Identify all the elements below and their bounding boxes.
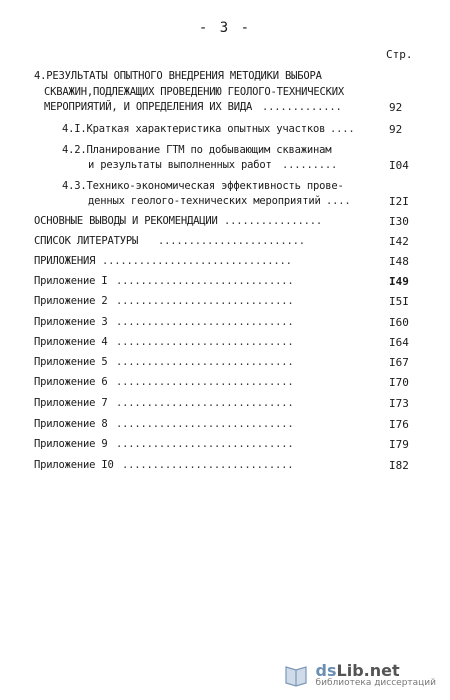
toc-entry-appendix-4: Приложение 4 (34, 336, 108, 348)
toc-leader-dots: ................ (224, 215, 322, 227)
toc-page-number: I70 (389, 376, 409, 389)
book-icon (282, 661, 310, 689)
toc-page-number: I73 (389, 397, 409, 410)
toc-page-number: I04 (389, 159, 409, 172)
toc-page-number: I48 (389, 255, 409, 268)
toc-leader-dots: ............................. (116, 418, 294, 430)
toc-entry-appendices: ПРИЛОЖЕНИЯ (34, 255, 96, 267)
toc-entry-appendix-8: Приложение 8 (34, 418, 108, 430)
toc-entry-4-3-line-2: денных геолого-технических мероприятий (88, 195, 321, 207)
toc-page-number: I42 (389, 235, 409, 248)
page-number: - 3 - (198, 20, 252, 36)
toc-entry-4-2-line-1: 4.2.Планирование ГТМ по добывающим скважинам (62, 144, 332, 156)
toc-entry-4-line-3: МЕРОПРИЯТИЙ, И ОПРЕДЕЛЕНИЯ ИХ ВИДА (44, 101, 253, 113)
watermark-logo: dsLib.net (315, 661, 400, 680)
toc-page-number: I79 (389, 438, 409, 451)
toc-entry-appendix-3: Приложение 3 (34, 316, 108, 328)
watermark (316, 661, 436, 688)
toc-leader-dots: ............................. (116, 336, 294, 348)
toc-page-number: I82 (389, 459, 409, 472)
toc-leader-dots: ............................. (116, 376, 294, 388)
toc-entry-4-3-line-1: 4.3.Технико-экономическая эффективность прове- (62, 180, 344, 192)
toc-entry-conclusions: ОСНОВНЫЕ ВЫВОДЫ И РЕКОМЕНДАЦИИ (34, 215, 218, 227)
toc-entry-appendix-1: Приложение I (34, 275, 108, 287)
watermark-subtitle: библиотека диссертаций (315, 678, 436, 688)
toc-entry-4-2-line-2: и результаты выполненных работ (88, 159, 272, 171)
toc-entry-appendix-7: Приложение 7 (34, 397, 108, 409)
toc-leader-dots: ............................. (116, 316, 294, 328)
toc-page-number: I64 (389, 336, 409, 349)
toc-leader-dots: ............................ (122, 459, 294, 471)
toc-leader-dots: .... (330, 123, 355, 135)
toc-leader-dots: ............................... (102, 255, 292, 267)
toc-entry-literature: СПИСОК ЛИТЕРАТУРЫ (34, 235, 139, 247)
toc-entry-4-line-2: СКВАЖИН,ПОДЛЕЖАЩИХ ПРОВЕДЕНИЮ ГЕОЛОГО-ТЕХНИЧЕСКИХ (44, 86, 344, 98)
toc-entry-4-line-1: 4.РЕЗУЛЬТАТЫ ОПЫТНОГО ВНЕДРЕНИЯ МЕТОДИКИ ВЫБОРА (34, 70, 322, 82)
toc-leader-dots: ............................. (116, 295, 294, 307)
toc-leader-dots: ............. (262, 101, 342, 113)
toc-page-number: I5I (389, 295, 409, 308)
toc-entry-appendix-2: Приложение 2 (34, 295, 108, 307)
toc-page-number: I60 (389, 316, 409, 329)
toc-leader-dots: ........................ (158, 235, 305, 247)
page-column-label: Стр. (386, 48, 413, 61)
toc-leader-dots: ............................. (116, 356, 294, 368)
toc-page-number: I49 (389, 275, 409, 288)
toc-entry-appendix-5: Приложение 5 (34, 356, 108, 368)
toc-entry-appendix-10: Приложение I0 (34, 459, 114, 471)
toc-leader-dots: ............................. (116, 438, 294, 450)
toc-page-number: 92 (389, 123, 403, 136)
toc-leader-dots: ............................. (116, 397, 294, 409)
toc-entry-appendix-9: Приложение 9 (34, 438, 108, 450)
toc-entry-appendix-6: Приложение 6 (34, 376, 108, 388)
toc-page-number: I67 (389, 356, 409, 369)
toc-leader-dots: ............................. (116, 275, 294, 287)
toc-leader-dots: ......... (282, 159, 338, 171)
toc-page-number: I2I (389, 195, 409, 208)
toc-page-number: I76 (389, 418, 409, 431)
toc-leader-dots: .... (326, 195, 351, 207)
toc-page-number: I30 (389, 215, 409, 228)
toc-page-number: 92 (389, 101, 403, 114)
toc-entry-4-1: 4.I.Краткая характеристика опытных участков (62, 123, 326, 135)
